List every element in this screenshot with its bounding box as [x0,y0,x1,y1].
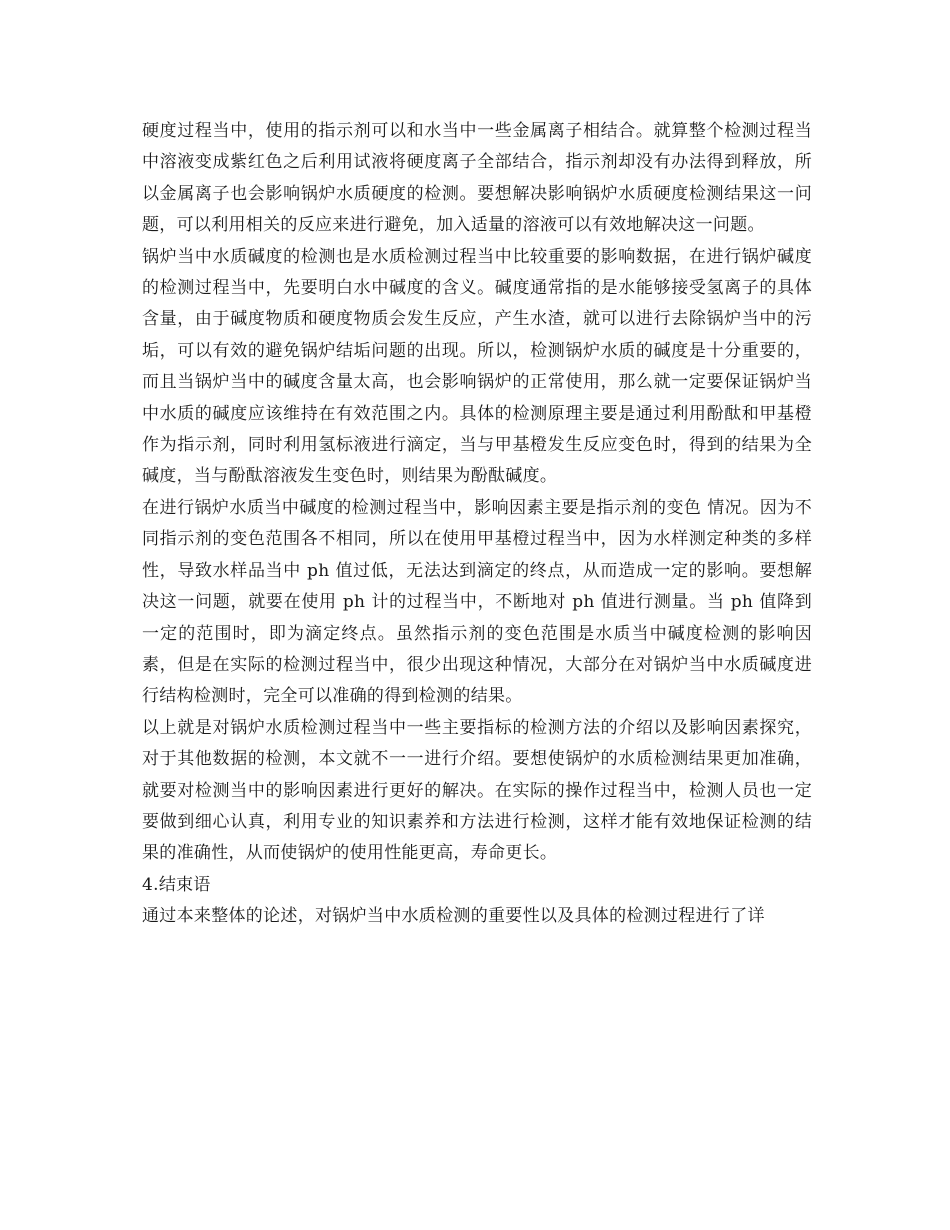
section-heading-conclusion: 4.结束语 [142,874,211,895]
paragraph-alkalinity-factors: 在进行锅炉水质当中碱度的检测过程当中，影响因素主要是指示剂的变色 情况。因为不同指示剂的变色范围各不相同，所以在使用甲基橙过程当中，因为水样测定种类的多样性，导致水样品当中 ph 值过低，无法达到滴定的终点，从而造成一定的影响。要想解决这一问题，就要在使用 ph 计的过程当中，不断地对 ph 值进行测量。当 ph 值降到一定的范围时，即为滴定终点。虽然指示剂的变色范围是水质当中碱度检测的影响因素，但是在实际的检测过程当中，很少出现这种情况，大部分在对锅炉当中水质碱度进行结构检测时，完全可以准确的得到检测的结果。 [142,497,812,707]
paragraph-hardness-detection: 硬度过程当中，使用的指示剂可以和水当中一些金属离子相结合。就算整个检测过程当中溶液变成紫红色之后利用试液将硬度离子全部结合，指示剂却没有办法得到释放，所以金属离子也会影响锅炉水质硬度的检测。要想解决影响锅炉水质硬度检测结果这一问题，可以利用相关的反应来进行避免，加入适量的溶液可以有效地解决这一问题。 [142,121,812,236]
document-body [142,116,812,933]
paragraph-alkalinity-detection: 锅炉当中水质碱度的检测也是水质检测过程当中比较重要的影响数据，在进行锅炉碱度的检测过程当中，先要明白水中碱度的含义。碱度通常指的是水能够接受氢离子的具体含量，由于碱度物质和硬度物质会发生反应，产生水渣，就可以进行去除锅炉当中的污垢，可以有效的避免锅炉结垢问题的出现。所以，检测锅炉水质的碱度是十分重要的，而且当锅炉当中的碱度含量太高，也会影响锅炉的正常使用，那么就一定要保证锅炉当中水质的碱度应该维持在有效范围之内。具体的检测原理主要是通过利用酚酞和甲基橙作为指示剂，同时利用氢标液进行滴定，当与甲基橙发生反应变色时，得到的结果为全碱度，当与酚酞溶液发生变色时，则结果为酚酞碱度。 [142,246,812,487]
paragraph-summary: 以上就是对锅炉水质检测过程当中一些主要指标的检测方法的介绍以及影响因素探究，对于其他数据的检测，本文就不一一进行介绍。要想使锅炉的水质检测结果更加准确，就要对检测当中的影响因素进行更好的解决。在实际的操作过程当中，检测人员也一定要做到细心认真，利用专业的知识素养和方法进行检测，这样才能有效地保证检测的结果的准确性，从而使锅炉的使用性能更高，寿命更长。 [142,717,812,864]
paragraph-conclusion: 通过本来整体的论述，对锅炉当中水质检测的重要性以及具体的检测过程进行了详 [142,906,765,927]
